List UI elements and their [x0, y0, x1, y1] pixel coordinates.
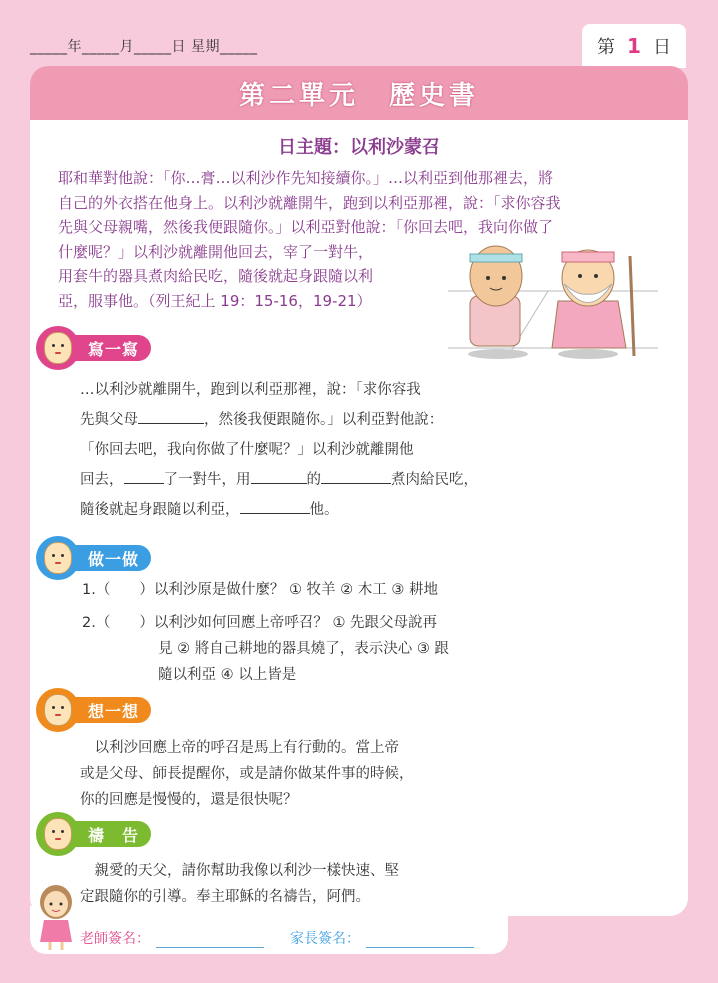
question-2: 2.（ ）以利沙如何回應上帝呼召？ ① 先跟父母說再 見 ② 將自己耕地的器具燒了，表示決心 ③ 跟 隨以利亞 ④ 以上皆是 — [82, 615, 449, 683]
prayer-text: 親愛的天父，請你幫助我像以利沙一樣快速、堅 定跟隨你的引導。奉主耶穌的名禱告，阿們。 — [80, 863, 399, 905]
scripture-line: 用套牛的器具煮肉給民吃，隨後就起身跟隨以利 — [58, 267, 374, 285]
scripture-line: 先與父母親嘴，然後我便跟隨你。」以利亞對他說：「你回去吧，我向你做了 — [58, 218, 554, 236]
unit-title: 第二單元 歷史書 — [238, 80, 479, 111]
section-do-header — [36, 536, 151, 580]
fill-blank[interactable] — [240, 499, 310, 514]
child-avatar-icon — [36, 536, 80, 580]
parent-signature: 家長簽名： — [290, 928, 474, 948]
girl-figure-icon — [34, 884, 78, 950]
scripture-line: 耶和華對他說：「你…膏…以利沙作先知接續你。」…以利亞到他那裡去，將 — [58, 169, 554, 187]
question-1: 1.（ ）以利沙原是做什麼？ ① 牧羊 ② 木工 ③ 耕地 — [82, 582, 438, 598]
section-pray-title: 禱 告 — [68, 821, 151, 847]
section-pray-header — [36, 812, 151, 856]
unit-banner — [30, 66, 688, 120]
section-do-title: 做一做 — [68, 545, 151, 571]
fill-blank[interactable] — [321, 469, 391, 484]
elijah-figure — [552, 250, 634, 356]
think-text: 以利沙回應上帝的呼召是馬上有行動的。當上帝 或是父母、師長提醒你，或是請你做某件事的時候， 你的回應是慢慢的，還是很快呢？ — [80, 740, 414, 808]
section-write-header — [36, 326, 151, 370]
fill-blank[interactable] — [251, 469, 307, 484]
section-think-title: 想一想 — [68, 697, 151, 723]
fill-blank[interactable] — [138, 409, 204, 424]
write-line: 「你回去吧，我向你做了什麼呢？」以利沙就離開他 — [80, 442, 414, 458]
write-line: 先與父母 ，然後我便跟隨你。」以利亞對他說： — [80, 405, 670, 435]
section-write-title: 寫一寫 — [68, 335, 151, 361]
teacher-signature: 老師簽名： — [80, 928, 264, 948]
elisha-elijah-illustration — [448, 236, 658, 366]
child-avatar-icon — [36, 688, 80, 732]
write-line: 回去， 了一對牛，用 的 煮肉給民吃， — [80, 465, 670, 495]
write-exercise — [80, 375, 670, 525]
teacher-signature-field[interactable] — [156, 935, 264, 948]
elisha-figure — [470, 246, 522, 346]
day-number: 1 — [627, 34, 641, 58]
parent-signature-field[interactable] — [366, 935, 474, 948]
day-tab — [582, 24, 686, 68]
scripture-line: 自己的外衣搭在他身上。以利沙就離開牛，跑到以利亞那裡，說：「求你容我 — [58, 193, 561, 212]
day-suffix: 日 — [652, 37, 671, 58]
child-avatar-icon — [36, 326, 80, 370]
child-avatar-icon — [36, 812, 80, 856]
scripture-line: 亞，服事他。（列王紀上 19：15-16，19-21） — [58, 291, 372, 310]
write-line: 隨後就起身跟隨以利亞， 他。 — [80, 495, 670, 525]
date-line: _____年_____月_____日 星期_____ — [30, 39, 258, 55]
fill-blank[interactable] — [124, 469, 164, 484]
daily-theme: 日主題：以利沙蒙召 — [278, 137, 440, 158]
section-think-header — [36, 688, 151, 732]
write-line: …以利沙就離開牛，跑到以利亞那裡，說：「求你容我 — [80, 382, 421, 398]
scripture-line: 什麼呢？」以利沙就離開他回去，宰了一對牛， — [58, 242, 374, 261]
day-prefix: 第 — [597, 37, 616, 58]
